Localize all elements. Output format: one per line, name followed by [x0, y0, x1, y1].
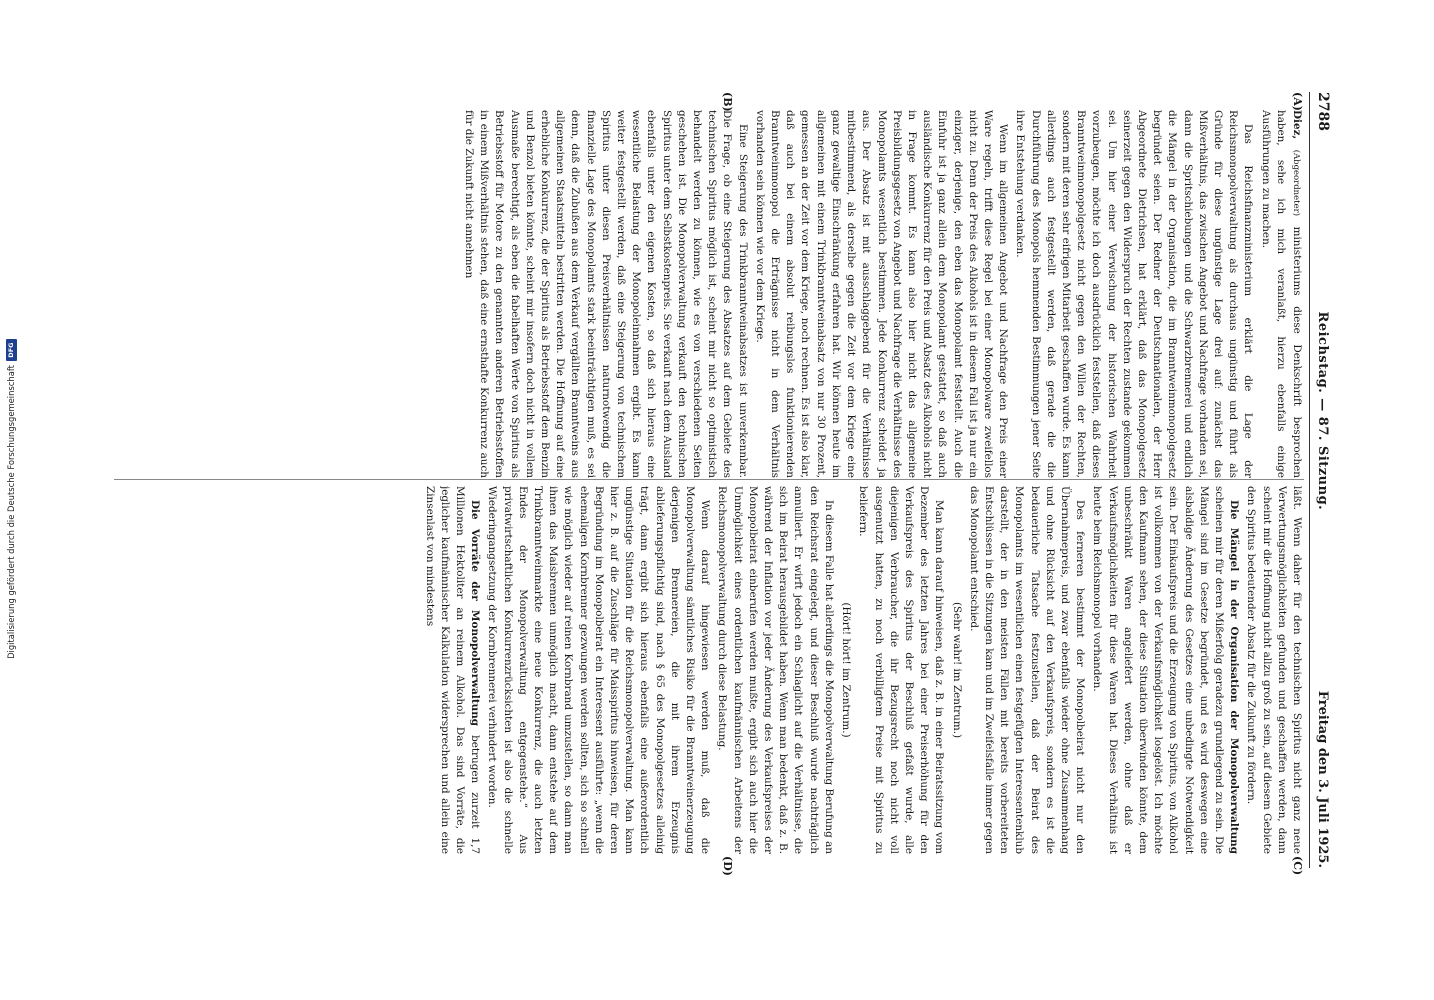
interjection: (Hört! hört! im Zentrum.) — [840, 602, 853, 738]
page-number: 2788 — [1315, 92, 1331, 131]
paragraph: Des ferneren bestimmt der Monopolbeirat nicht nur den Übernahmepreis, und zwar ebenfalls wieder ohne Zusammenhang und ohne Rücksicht auf den Verkaufspreis, sondern es ist die bedauerliche Tatsache festzustellen, daß der Beirat des Monopolamts im wesentlichen einen festgefügten Interessentenklub darstellt, der in den meisten Fällen mit bereits vorbereiteten Entschlüssen in die Sitzungen kam und im Zweifelsfalle immer gegen das Monopolamt entschied. — [967, 486, 1087, 854]
margin-marker-a: (A) — [1291, 92, 1304, 111]
speaker-note: (Abgeordneter) — [1291, 149, 1301, 217]
paragraph: Das Reichsfinanzministerium erklärt die Lage der Reichsmonopolverwaltung als durchaus ungünstig und führt als Gründe für diese ungünstige Lage drei auf: zunächst das Mißverhältnis, das zwischen Angebot und Nachfrage vorhanden sei, dann die Spritschiebungen und die Schwarzbrennerei und endlich die Mängel in der Organisation, die im Branntweinmonopolgesetz begründet seien. Der Redner der Deutschnationalen, der Herr Abgeordnete Dietrichsen, hat erklärt, daß das Monopolgesetz seinerzeit gegen den Widerspruch der Rechten zustande gekommen sei. Um hier einer Verwischung der historischen Wahrheit vorzubeugen, möchte ich doch ausdrücklich feststellen, daß dieses Branntweinmonopolgesetz nicht gegen den Willen der Rechten, sondern mit deren sehr eifrigen Mitarbeit geschaffen wurde. Es kann allerdings auch festgestellt werden, daß gerade die die Durchführung des Monopols hemmenden Bestimmungen jener Seite ihre Entstehung verdanken. — [1014, 110, 1255, 478]
speaker-name: Diez, — [1291, 110, 1303, 140]
paragraph: Eine Steigerung des Trinkbranntweinabsatzes ist unverkennbar. Die Frage, ob eine Steigerung des Absatzes auf dem Gebiete des technischen Spiritus möglich ist, scheint mir nicht so optimistisch behandelt werden zu können, wie es von verschiedenen Seiten geschehen ist. Die Monopolverwaltung verkauft den technischen Spiritus unter dem Selbstkostenpreis. Sie verkauft nach dem Ausland ebenfalls unter den eigenen Kosten, so daß sich hieraus eine wesentliche Belastung der Monopoleinnahmen ergibt. Es kann weiter festgestellt werden, daß eine Steigerung von technischem Spiritus unter diesen Preisverhältnissen naturnotwendig die finanzielle Lage des Monopolamts stark beeinträchtigen muß, es sei denn, daß die Zubußen aus dem Verkauf vergällten Branntweins aus allgemeinen Staatsmitteln bestritten werden. Die Hoffnung auf eine erhebliche Konkurrenz, die der Spiritus als Betriebsstoff dem Benzin und Benzol bieten könnte, scheint mir insofern doch nicht in vollem Ausmaße berechtigt, als eben die fabelhaften Werte von Spiritus als Betriebsstoff für Motore zu den genannten anderen Betriebsstoffen in einem Mißverhältnis stehen, daß eine ernsthafte Konkurrenz auch für die Zukunft nicht annehmen — [463, 110, 749, 478]
header-rule — [1309, 92, 1310, 868]
page-header — [1312, 92, 1334, 868]
paragraph — [1257, 110, 1304, 478]
margin-marker-d: (D) — [721, 856, 734, 876]
funding-note — [4, 4, 18, 994]
paragraph-text: scheinen mir für deren Mißerfolg geradezu grundlegend zu sein. Die Mängel sind im Gesetze begründet, und es wird deswegen eine alsbaldige Änderung des Gesetzes eine unbedingte Notwendigkeit sein. Der Einkaufspreis und die Erzeugung von Spiritus, von Alkohol ist vollkommen von der Verkaufsmöglichkeit losgelöst. Ich möchte den Kaufmann sehen, der diese Situation überwinden könnte, dem unbeschränkt Waren angeliefert werden, ohne daß er Verkaufsmöglichkeiten für diese Waren hat. Dieses Verhältnis ist heute beim Reichsmonopol vorhanden. — [1091, 486, 1225, 854]
paragraph-text: ministeriums diese Denkschrift besprochen haben, sehe ich mich veranlaßt, hierzu ebenfalls einige Ausführungen zu machen. — [1259, 110, 1303, 478]
bold-heading: Die Vorräte der Monopolverwaltung — [469, 500, 482, 727]
paragraph — [421, 486, 482, 854]
dfg-logo-icon: DFG — [6, 339, 17, 361]
scanned-page — [100, 92, 1334, 876]
session-date: Freitag den 3. Juli 1925. — [1315, 690, 1331, 868]
footer-strip — [0, 4, 22, 994]
paragraph: Wenn im allgemeinen Angebot und Nachfrage den Preis einer Ware regeln, trifft diese Regel bei einer Monopolware zweifellos nicht zu. Denn der Preis des Alkohols ist in diesem Fall ist ja nur ein einziger, derjenige, den eben das Monopolamt feststellt. Auch die Einfuhr ist ja ganz allein dem Monopolamt gestattet, so daß auch ausländische Konkurrenz für den Preis und Absatz des Alkohols nicht in Frage kommt. Es kann also hier nicht das allgemeine Preisbildungsgesetz von Angebot und Nachfrage die Verhältnisse des Monopolamts wesentlich bestimmen. Jede Konkurrenz scheidet ja aus. Der Absatz ist mit ausschlaggebend für die Verhältnisse mitbestimmend, als derselbe gegen die Zeit vor dem Kriege eine ganz gewaltige Einschränkung erfahren hat. Wir können heute im allgemeinen mit einem Trinkbranntweinabsatz von nur 30 Prozent, gemessen an der Zeit vor dem Kriege, noch rechnen. Es ist also klar, daß auch bei einem absolut reibungslos funktionierenden Branntweinmonopol die Erträgnisse nicht in dem Verhältnis vorhanden sein können wie vor dem Kriege. — [753, 110, 1010, 478]
left-column — [109, 110, 1304, 478]
rotated-page-content — [100, 92, 1334, 876]
paragraph: In diesem Falle hat allerdings die Monopolverwaltung Berufung an den Reichsrat eingelegt, und dieser Beschluß wurde nachträglich annulliert. Er wirft jedoch ein Schlaglicht auf die Verhältnisse, die sich im Beirat herausgebildet haben. Wenn man bedenkt, daß z. B. während der Inflation vor jeder Änderung des Verkaufspreises der Monopolbeirat einberufen werden mußte, ergibt sich auch hier die Unmöglichkeit eines ordentlichen kaufmännischen Arbeitens der Reichsmonopolverwaltung durch diese Belastung. — [716, 486, 835, 854]
interjection: (Sehr wahr! im Zentrum.) — [950, 601, 963, 739]
funding-text: Digitalisierung gefördert durch die Deutsche Forschungsgemeinschaft — [6, 365, 16, 659]
right-column — [109, 486, 1304, 854]
margin-marker-b: (B) — [721, 92, 734, 112]
paragraph-text: betrugen zurzeit 1,7 Millionen Hektoliter an reinem Alkohol. Das sind Vorräte, die jeglicher kaufmännischer Kalkulation widersprechen und allein eine Zinsenlast von mindestens — [423, 486, 482, 854]
column-divider — [114, 479, 1304, 480]
session-title: Reichstag. — 87. Sitzung. — [1315, 311, 1331, 511]
bold-heading: Die Mängel in der Organisation der Monopolverwaltung — [1228, 500, 1241, 854]
paragraph: Man kann darauf hinweisen, daß z. B. in einer Beiratssitzung vom Dezember des letzten Jahres bei einer Preiserhöhung für den Verkaufspreis des Spiritus der Beschluß gefaßt wurde, alle diejenigen Verbraucher, die ihr Bezugsrecht noch nicht voll ausgenutzt hatten, zu noch verbilligtem Preise mit Spiritus zu beliefern. — [857, 486, 946, 854]
paragraph — [1089, 486, 1241, 854]
margin-marker-c: (C) — [1291, 856, 1304, 876]
paragraph: Wenn darauf hingewiesen werden muß, daß die Monopolverwaltung sämtliches Risiko für die Branntweinerzeugung derjenigen Brennereien, die mit ihrem Erzeugnis ablieferungspflichtig sind, nach § 65 des Monopolgesetzes alleinig trägt, dann ergibt sich hieraus ebenfalls eine außerordentlich ungünstige Situation für die Reichsmonopolverwaltung. Man kann hier z. B. auf die Zuschläge für Maisspiritus hinweisen, für deren Begründung im Monopolbeirat ein Interessent ausführte: „wenn die ehemaligen Kornbrenner gezwungen werden sollten, sich so schnell wie möglich wieder auf reinen Kornbrand umzustellen, so dann man ihnen das Maisbrennen unmöglich macht, dann entstehe auf dem Trinkbranntweinmarkte eine neue Konkurrenz, die auch letzten Endes der Monopolverwaltung entgegenstehe.“ Aus privatwirtschaftlichen Konkurrenzrücksichten ist also die schnelle Wiederingangsetzung der Kornbrennerei verhindert worden. — [486, 486, 712, 854]
paragraph: läßt. Wenn daher für den technischen Spiritus nicht ganz neue Verwertungsmöglichkeiten gefunden und geschaffen werden, dann scheint mir die Hoffnung nicht allzu groß zu sein, auf diesem Gebiete den Spiritus bedeutender Absatz für die Zukunft zu fördern. — [1245, 486, 1303, 854]
